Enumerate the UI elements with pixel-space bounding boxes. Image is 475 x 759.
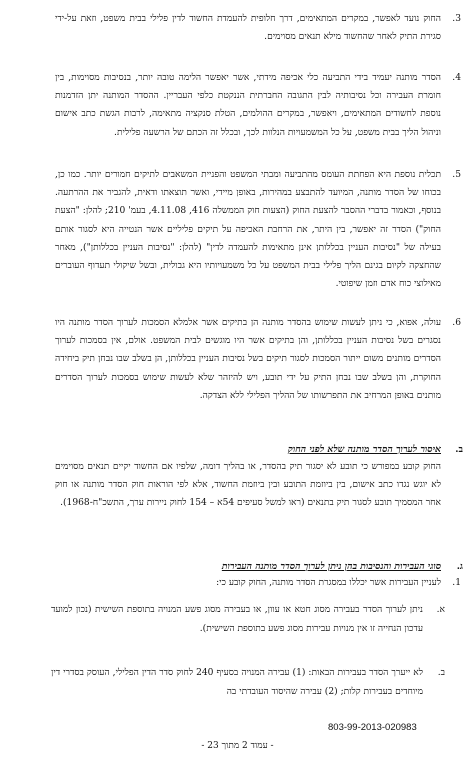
section-b-body [55,458,441,513]
subitem-letter: ב. [437,668,445,678]
subitem-letter: א. [436,605,445,615]
paragraph-number: 3. [452,14,461,24]
paragraph-number: 5. [452,170,461,180]
paragraph-number: 1. [452,578,461,588]
subitem-text: לא ייערך הסדר בעבירות הבאות: (1) עבירה המנויה בסעיף 240 לחוק סדר הדין הפלילי, העוסק בסדרי דין מיוחדים בעבירות קלות; (2) עבירה שהיסוד העובדתי בה [51,668,423,697]
paragraph-text: עולה, אפוא, כי ניתן לעשות שימוש בהסדר מותנה הן בתיקים אשר אלמלא הסמכות לערוך הסדר מותנה היו נסגרים בשל נסיבות העניין בכללותן, והן בתיקים אשר היו מוגשים לבית המשפט. אולם, אין בסמכות לערוך הסדרים מותנים משום ייתור הסמכות לסגור תיקים בשל נסיבות העניין בכללותן, הן בשלב שבו נבחן תיק ביחידה החוקרת, והן בשלב שבו נבחן התיק על ידי תובע, ויש להיזהר שלא לעשות שימוש בסמכות לערוך הסדרים מותנים באופן המרחיב את התפרשותו של ההליך הפלילי ללא הצדקה. [55,318,441,401]
paragraph-text: החוק קובע במפורש כי תובע לא יסגור תיק בהסדר, או בהליך דומה, שלפיו אם החשוד יקיים תנאים מסוימים לא יוגש נגדו כתב אישום, בין ביוזמת התובע ובין ביוזמת החשוד, אלא לפי הוראות חוק הסדר מותנה או חוק אחר המסמיך תובע לסגור תיק בתנאים (ראו למשל סעיפים 54א – 154 לחוק ניירות ערך, התשכ"ח-1968). [55,462,441,509]
paragraph-text: הסדר מותנה יעמיד בידי התביעה כלי אכיפה מידתי, אשר יאפשר הלימה טובה יותר, בנסיבות מסוימות, בין חומרת העבירה וכל נסיבותיה לבין התגובה החברתית הננקטת כלפי העבריין. ההסדר המותנה יתן הזדמנות נוספת לחשודים המתאימים, ויאפשר, במקרים ההולמים, הטלת סנקציה מתאימה, לרבות הגשת כתב אישום וניהול הליך בבית משפט, על כל המשמעויות הנלוות לכך, ובכלל זה הכתם של הרשעה פלילית. [55,73,441,138]
paragraph-text: תכלית נוספת היא הפחתת העומס מהתביעה ומבתי המשפט והפניית המשאבים לתיקים חמורים יותר. כמו כן, בכוחו של הסדר מותנה, המיועד להתבצע במהירות, באופן מיידי, ואשר תוצאתו ודאית, להגביר את ההרתעה. בנוסף, וכאמור בדברי ההסבר להצעת החוק (הצעות חוק הממשלה 416, 4.11.08, בעמ' 210; להלן: "הצעת החוק") הסדר זה יאפשר, בין היתר, את הרחבת האכיפה על תיקים פליליים אשר הנטייה היא לסגור אותם בעילה של "נסיבות העניין בכללותן אינן מתאימות להעמדה לדין" (להלן: "נסיבות העניין בכללותן"), מאחר שהחצקה לקיום בגינם הליך פלילי בבית המשפט על כל משמעויותיו היא גבולית, ובשל שיקולי תעדוף העוברים מאילוצי כוח אדם וזמן שיפוטי. [55,170,441,290]
section-title: איסור לערוך הסדר מותנה שלא לפני החוק [287,444,441,455]
paragraph-number: 6. [452,318,461,328]
document-id: 803-99-2013-020983 [328,722,417,733]
subitem-a [51,601,445,638]
paragraph-5 [55,166,461,293]
section-b-heading [287,444,463,455]
paragraph-4 [55,69,461,142]
page-number: - עמוד 2 מתוך 23 - [201,741,274,751]
section-c-heading [221,561,463,572]
section-title: סוגי העבירות והנסיבות בהן ניתן לערוך הסדר מותנה העבירות [221,561,441,572]
paragraph-3 [55,10,461,46]
paragraph-6 [55,314,461,405]
section-letter: ב. [455,444,463,455]
subitem-text: ניתן לערוך הסדר בעבירה מסוג חטא או עוון, או בעבירה מסוג פשע המנויה בתוספת השישית (נכון למועד עדכון הנחייה זו אין מנויות עבירות מסוג פשע בתוספת השישית). [51,605,423,634]
paragraph-number: 4. [452,73,461,83]
paragraph-text: לעניין העבירות אשר יכללו במסגרת הסדר מותנה, החוק קובע כי: [216,578,441,588]
paragraph-text: החוק נועד לאפשר, במקרים המתאימים, דרך חלופית להעמדת החשוד לדין פלילי בבית משפט, וזאת על-ידי סגירת התיק לאחר שהחשוד מילא תנאים מסוימים. [55,14,441,43]
subitem-b [51,664,445,701]
section-letter: ג. [456,561,463,572]
section-c-item-1 [55,574,461,592]
